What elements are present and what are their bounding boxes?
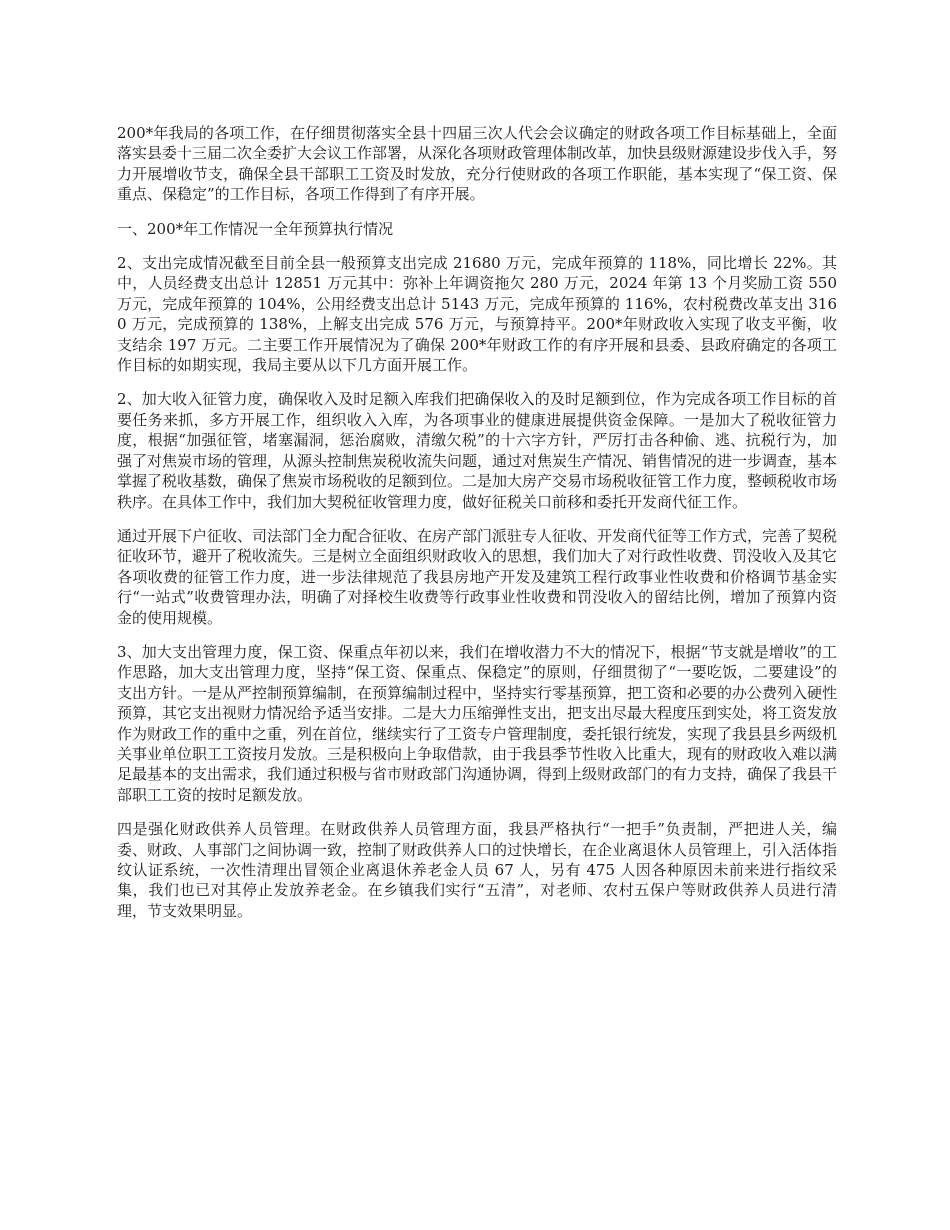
section-heading: 一、200*年工作情况一全年预算执行情况 (117, 219, 394, 238)
document-body (117, 123, 837, 935)
intro-paragraph: 200*年我局的各项工作，在仔细贯彻落实全县十四届三次人代会会议确定的财政各项工作目标基础上，全面落实县委十三届二次全委扩大会议工作部署，从深化各项财政管理体制改革，加快县级财源建设步伐入手，努力开展增收节支，确保全县干部职工工资及时发放，充分行使财政的各项工作职能，基本实现了“保工资、保重点、保稳定”的工作目标，各项工作得到了有序开展。 (117, 124, 838, 204)
deed-tax-paragraph: 通过开展下户征收、司法部门全力配合征收、在房产部门派驻专人征收、开发商代征等工作方式，完善了契税征收环节，避开了税收流失。三是树立全面组织财政收入的思想，我们加大了对行政性收费、罚没收入及其它各项收费的征管工作力度，进一步法律规范了我县房地产开发及建筑工程行政事业性收费和价格调节基金实行“一站式”收费管理办法，明确了对择校生收费等行政事业性收费和罚没收入的留结比例，增加了预算内资金的使用规模。 (117, 526, 838, 627)
expenditure-paragraph: 2、支出完成情况截至目前全县一般预算支出完成 21680 万元，完成年预算的 118%，同比增长 22%。其中，人员经费支出总计 12851 万元其中：弥补上年调资拖欠 280 万元，2024 年第 13 个月奖励工资 550 万元，完成年预算的 104%，公用经费支出总计 5143 万元，完成年预算的 116%，农村税费改革支出 3160 万元，完成预算的 138%，上解支出完成 576 万元，与预算持平。200*年财政收入实现了收支平衡，收支结余 197 万元。二主要工作开展情况为了确保 200*年财政工作的有序开展和县委、县政府确定的各项工作目标的如期实现，我局主要从以下几方面开展工作。 (117, 254, 837, 375)
personnel-management-paragraph: 四是强化财政供养人员管理。在财政供养人员管理方面，我县严格执行“一把手”负责制，严把进人关，编委、财政、人事部门之间协调一致，控制了财政供养人口的过快增长，在企业离退休人员管理上，引入活体指纹认证系统，一次性清理出冒领企业离退休养老金人员 67 人，另有 475 人因各种原因未前来进行指纹采集，我们也已对其停止发放养老金。在乡镇我们实行“五清”，对老师、农村五保户等财政供养人员进行清理，节支效果明显。 (117, 820, 838, 920)
expenditure-management-paragraph: 3、加大支出管理力度，保工资、保重点年初以来，我们在增收潜力不大的情况下，根据“节支就是增收”的工作思路，加大支出管理力度，坚持“保工资、保重点、保稳定”的原则，仔细贯彻了“一要吃饭，二要建设”的支出方针。一是从严控制预算编制，在预算编制过程中，坚持实行零基预算，把工资和必要的办公费列入硬性预算，其它支出视财力情况给予适当安排。二是大力压缩弹性支出，把支出尽最大程度压到实处，将工资发放作为财政工作的重中之重，列在首位，继续实行了工资专户管理制度，委托银行统发，实现了我县县乡两级机关事业单位职工工资按月发放。三是积极向上争取借款，由于我县季节性收入比重大，现有的财政收入难以满足最基本的支出需求，我们通过积极与省市财政部门沟通协调，得到上级财政部门的有力支持，确保了我县干部职工工资的按时足额发放。 (117, 642, 838, 804)
revenue-collection-paragraph: 2、加大收入征管力度，确保收入及时足额入库我们把确保收入的及时足额到位，作为完成各项工作目标的首要任务来抓，多方开展工作，组织收入入库，为各项事业的健康进展提供资金保障。一是加大了税收征管力度，根据“加强征管，堵塞漏洞，惩治腐败，清缴欠税”的十六字方针，严厉打击各种偷、逃、抗税行为，加强了对焦炭市场的管理，从源头控制焦炭税收流失问题，通过对焦炭生产情况、销售情况的进一步调查，基本掌握了税收基数，确保了焦炭市场税收的足额到位。二是加大房产交易市场税收征管工作力度，整顿税收市场秩序。在具体工作中，我们加大契税征收管理力度，做好征税关口前移和委托开发商代征工作。 (117, 390, 838, 511)
